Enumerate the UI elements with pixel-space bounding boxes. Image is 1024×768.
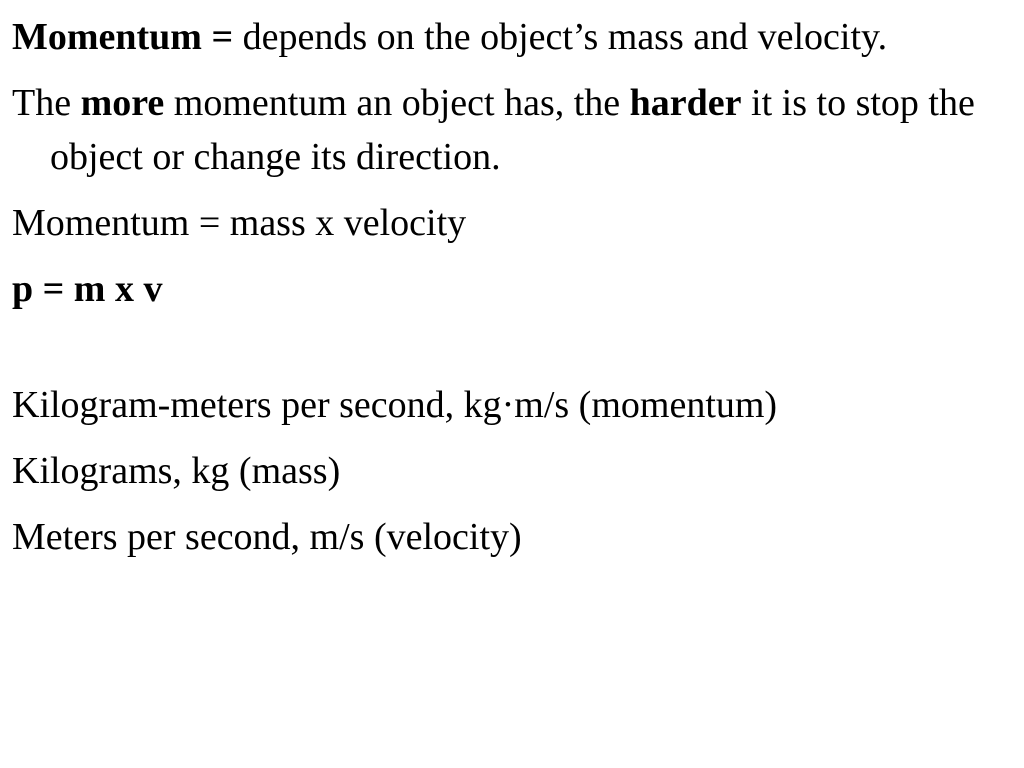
slide-body: [12, 10, 1016, 576]
momentum-definition: [12, 10, 1016, 64]
explanation-text-1: The: [12, 82, 81, 124]
explanation-emphasis-more: more: [80, 82, 165, 124]
explanation-emphasis-harder: harder: [629, 82, 742, 124]
momentum-formula-symbols-text: p = m x v: [12, 268, 163, 310]
explanation-text-3: it is to stop the object or change its direction.: [50, 82, 975, 178]
momentum-term: Momentum =: [12, 16, 234, 58]
momentum-formula-words: Momentum = mass x velocity: [12, 202, 467, 244]
momentum-explanation: [12, 76, 1016, 184]
momentum-definition-text: depends on the object’s mass and velocity.: [233, 16, 888, 58]
unit-velocity: Meters per second, m/s (velocity): [12, 516, 522, 558]
unit-momentum: Kilogram-meters per second, kg·m/s (momentum): [12, 384, 778, 426]
explanation-text-2: momentum an object has, the: [164, 82, 630, 124]
unit-mass: Kilograms, kg (mass): [12, 450, 341, 492]
momentum-formula-symbols: [12, 262, 1016, 316]
